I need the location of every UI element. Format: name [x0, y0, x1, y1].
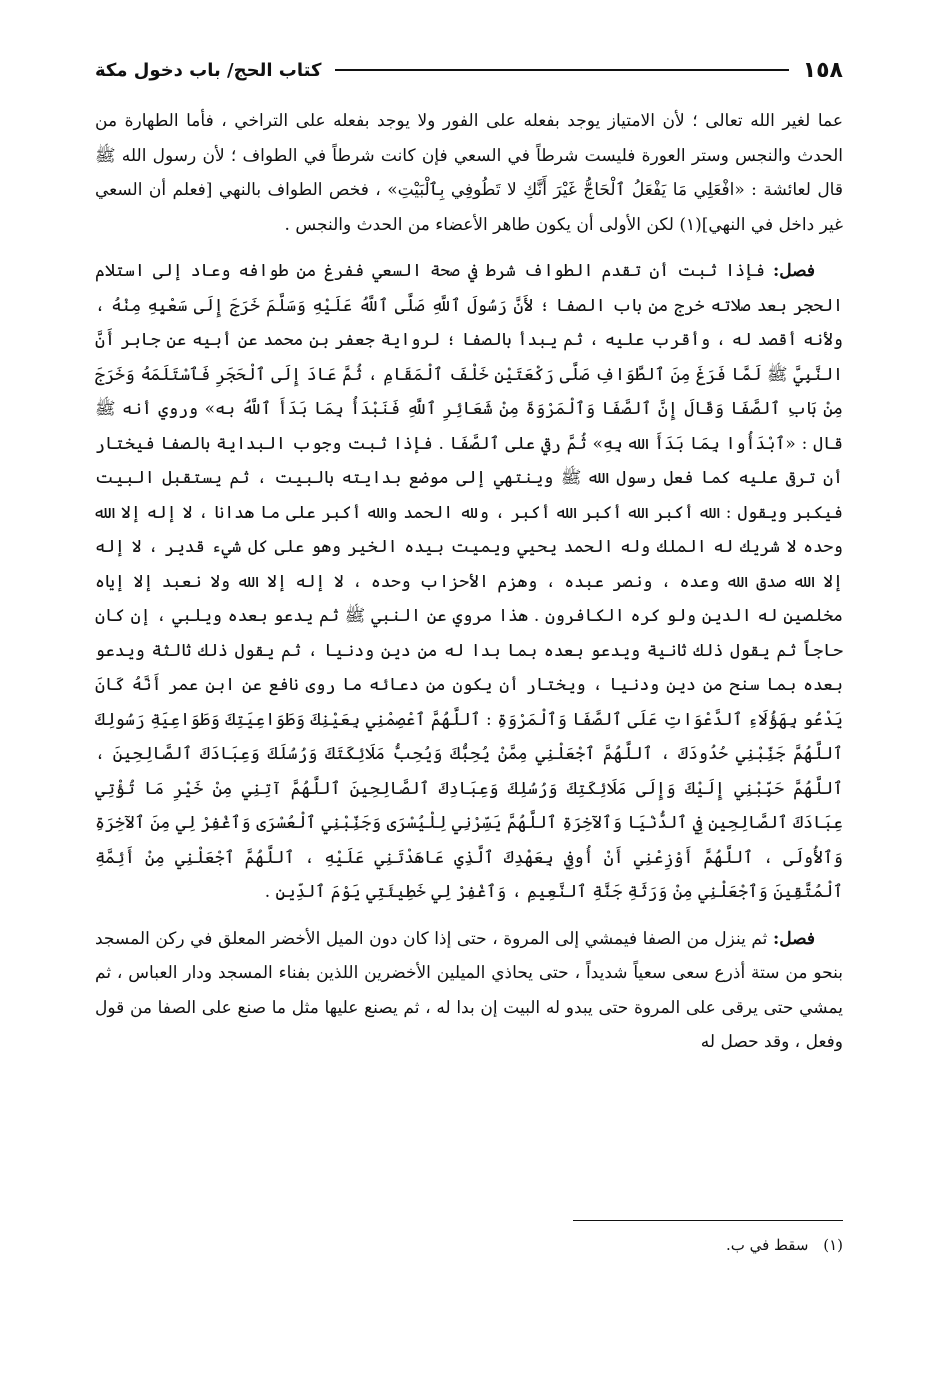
paragraph [95, 104, 843, 242]
footnote [726, 1236, 843, 1254]
page-header [95, 50, 843, 90]
footnote-separator [573, 1220, 843, 1221]
section-label: فصل: [772, 261, 816, 281]
paragraph [95, 254, 843, 910]
paragraph-text: فإذا ثبت أن تقدم الطواف شرط في صحة السعي ففرغ من طوافه وعاد إلى استلام الحجر بعد صلاته خرج من باب الصفا ؛ لأَنَّ رَسُولَ ٱللَّهِ صَلَّى ٱللَّهُ عَلَيْهِ وَسَلَّمَ خَرَجَ إِلَى سَعْيِهِ مِنْهُ ، ولأنه أقصد له ، وأقرب عليه ، ثم يبدأ بالصفا ؛ لرواية جعفر بن محمد عن أبيه عن جابر أَنَّ النَّبِيَّ ﷺ لَمَّا فَرَغَ مِنَ ٱلطَّوَافِ صَلَّى رَكْعَتَيْنِ خَلْفَ ٱلْمَقَامِ ، ثُمَّ عَادَ إِلَى ٱلْحَجَرِ فَٱسْتَلَمَهُ وَخَرَجَ مِنْ بَابِ ٱلصَّفَا وَقَالَ إِنَّ ٱلصَّفَا وَٱلْمَرْوَةَ مِنْ شَعَائِرِ ٱللَّهِ فَنَبْدَأُ بِمَا بَدَأَ ٱللَّهُ به» وروي أنه ﷺ قال : «ٱبْدَأُوا بِمَا بَدَأَ الله بِهِ» ثُمَّ رقي على ٱلصَّفَا . فإذا ثبت وجوب البداية بالصفا فيختار أن ترقى عليه كما فعل رسول الله ﷺ وينتهي إلى موضع بدايته بالبيت ، ثم يستقبل البيت فيكبر ويقول : الله أكبر الله أكبر الله أكبر ، ولله الحمد والله أكبر على ما هدانا ، لا إله إلا الله وحده لا شريك له الملك وله الحمد يحيي ويميت بيده الخير وهو على كل شيء قدير ، لا إله إلا الله صدق الله وعده ، ونصر عبده ، وهزم الأحزاب وحده ، لا إله إلا الله ولا نعبد إلا إياه مخلصين له الدين ولو كره الكافرون . هذا مروي عن النبي ﷺ ثم يدعو بعده ويلبي ، إن كان حاجاً ثم يقول ذلك ثانية ويدعو بعده بما بدا له من دين ودنيا ، ثم يقول ذلك ثالثة ويدعو بعده بما سنح من دين ودنيا ، ويختار أن يكون من دعائه ما روى نافع عن ابن عمر أَنَّهُ كَانَ يَدْعُو بِهَؤُلَاءِ ٱلدَّعْوَاتِ عَلَى ٱلصَّفَا وَٱلْمَرْوَةِ : ٱللَّهُمَّ ٱعْصِمْنِي بِعَيْنِكَ وَطَوَاعِيَتِكَ وَطَوَاعِيَةِ رَسُولِكَ ٱللَّهُمَّ جَنِّبْنِي حُدُودَكَ ، ٱللَّهُمَّ ٱجْعَلْنِي مِمَّنْ يُحِبُّكَ وَيُحِبُّ مَلَائِكَتَكَ وَرُسُلَكَ وَعِبَادَكَ ٱلصَّالِحِينَ ، ٱللَّهُمَّ حَبِّبْنِي إِلَيْكَ وَإِلَى مَلَائِكَتِكَ وَرُسُلِكَ وَعِبَادِكَ ٱلصَّالِحِينَ ٱللَّهُمَّ آتِنِي مِنْ خَيْرِ مَا تُؤْتِي عِبَادَكَ ٱلصَّالِحِين فِي ٱلدُّنْيَا وَٱلآخِرَةِ ٱللَّهُمَّ يَسِّرْنِي لِلْيُسْرَى وَجَنِّبْنِي ٱلْعُسْرَى وَٱغْفِرْ لِي مِنَ ٱلآخِرَةِ وَٱلأُولَى ، ٱللَّهُمَّ أَوْزِعْنِي أَنْ أُوفِي بِعَهْدِكَ ٱلَّذِي عَاهَدْتَنِي عَلَيْهِ ، ٱللَّهُمَّ ٱجْعَلْنِي مِنْ أَئِمَّةِ ٱلْمُتَّقِينَ وَٱجْعَلْنِي مِنْ وَرَثَةِ جَنَّةِ ٱلنَّعِيمِ ، وَٱغْفِرْ لِي خَطِيئَتِي يَوْمَ ٱلدِّينِ . [95, 261, 843, 902]
body-text [95, 104, 843, 1060]
header-rule [335, 69, 788, 71]
footnote-text: سقط في ب. [725, 1236, 809, 1254]
paragraph-text: عما لغير الله تعالى ؛ لأن الامتياز يوجد بفعله على الفور ولا يوجد بفعله على التراخي ، فأما الطهارة من الحدث والنجس وستر العورة فليست شرطاً في السعي فإن كانت شرطاً في الطواف ؛ لأن رسول الله ﷺ قال لعائشة : «افْعَلِي مَا يَفْعَلُ ٱلْحَاجُّ غَيْرَ أَنَّكِ لا تَطُوفِي بِٱلْبَيْتِ» ، فخص الطواف بالنهي [فعلم أن السعي غير داخل في النهي](١) لكن الأولى أن يكون طاهر الأعضاء من الحدث والنجس . [95, 111, 843, 235]
page-number: ١٥٨ [802, 57, 843, 83]
footnote-number: (١) [823, 1236, 843, 1254]
running-title: كتاب الحج/ باب دخول مكة [95, 59, 322, 81]
book-page [95, 50, 843, 1254]
paragraph-text: ثم ينزل من الصفا فيمشي إلى المروة ، حتى إذا كان دون الميل الأخضر المعلق في ركن المسجد بنحو من ستة أذرع سعى سعياً شديداً ، حتى يحاذي الميلين الأخضرين اللذين بفناء المسجد ودار العباس ، ثم يمشي حتى يرقى على المروة حتى يبدو له البيت إن بدا له ، ثم يصنع عليها مثل ما صنع على الصفا من قول وفعل ، وقد حصل له [95, 928, 843, 1052]
paragraph [95, 922, 843, 1060]
section-label: فصل: [772, 928, 815, 949]
